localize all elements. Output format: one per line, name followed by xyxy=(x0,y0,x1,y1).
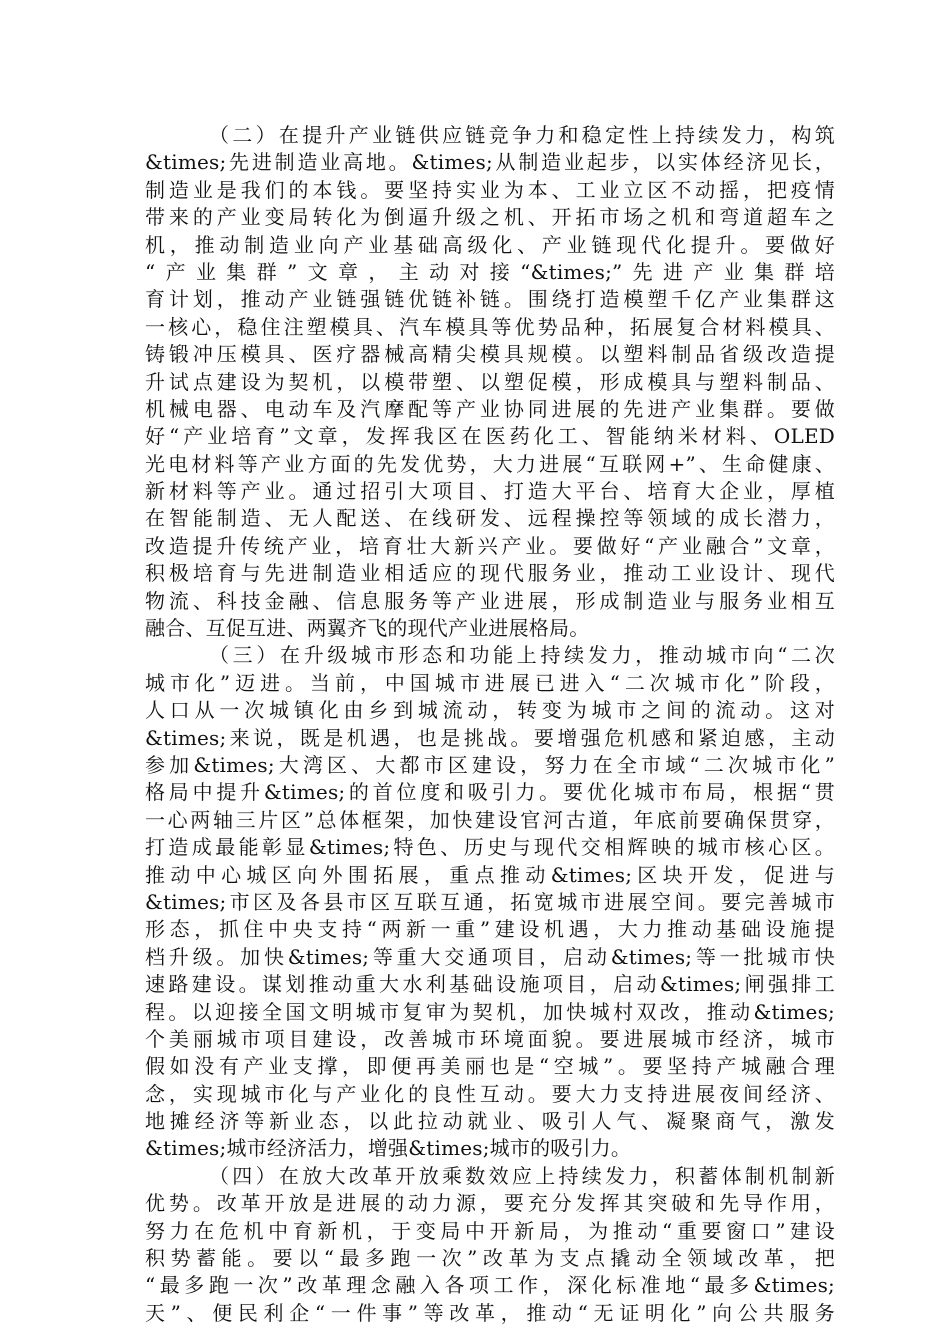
paragraph-line: 制造业是我们的本钱。要坚持实业为本、工业立区不动摇，把疫情 xyxy=(145,177,835,202)
paragraph-line: 融合、互促互进、两翼齐飞的现代产业进展格局。 xyxy=(145,616,590,641)
paragraph-line: 努力在危机中育新机，于变局中开新局，为推动“重要窗口”建设 xyxy=(145,1218,835,1243)
paragraph-line: 积势蓄能。要以“最多跑一次”改革为支点撬动全领域改革，把 xyxy=(145,1246,835,1271)
paragraph-line: 形态，抓住中央支持“两新一重”建设机遇，大力推动基础设施提 xyxy=(145,917,835,942)
paragraph-line: 机，推动制造业向产业基础高级化、产业链现代化提升。要做好 xyxy=(145,232,835,257)
paragraph-line: 城市化”迈进。当前，中国城市进展已进入“二次城市化”阶段， xyxy=(145,670,835,695)
paragraph-line: 带来的产业变局转化为倒逼升级之机、开拓市场之机和弯道超车之 xyxy=(145,205,835,230)
paragraph-line: 改造提升传统产业，培育壮大新兴产业。要做好“产业融合”文章， xyxy=(145,533,835,558)
paragraph-line: 优势。改革开放是进展的动力源，要充分发挥其突破和先导作用， xyxy=(145,1191,835,1216)
paragraph-line: 打造成最能彰显&times;特色、历史与现代交相辉映的城市核心区。 xyxy=(145,835,835,860)
paragraph-line: 程。以迎接全国文明城市复审为契机，加快城村双改，推动&times; xyxy=(145,999,835,1024)
paragraph-line: 一核心，稳住注塑模具、汽车模具等优势品种，拓展复合材料模具、 xyxy=(145,314,835,339)
paragraph-line: “产业集群”文章，主动对接“&times;”先进产业集群培 xyxy=(145,259,835,284)
paragraph-line: 格局中提升&times;的首位度和吸引力。要优化城市布局，根据“贯 xyxy=(145,780,835,805)
paragraph-line: 育计划，推动产业链强链优链补链。围绕打造模塑千亿产业集群这 xyxy=(145,287,835,312)
paragraph-line: 个美丽城市项目建设，改善城市环境面貌。要进展城市经济，城市 xyxy=(145,1026,835,1051)
paragraph-line: “最多跑一次”改革理念融入各项工作，深化标准地“最多&times; xyxy=(145,1273,835,1298)
paragraph-line: 积极培育与先进制造业相适应的现代服务业，推动工业设计、现代 xyxy=(145,561,835,586)
paragraph-line: &times;城市经济活力，增强&times;城市的吸引力。 xyxy=(145,1136,632,1161)
paragraph-line: &times;来说，既是机遇，也是挑战。要增强危机感和紧迫感，主动 xyxy=(145,725,835,750)
paragraph-line: 在智能制造、无人配送、在线研发、远程操控等领域的成长潜力， xyxy=(145,506,835,531)
paragraph-line: 好“产业培育”文章，发挥我区在医药化工、智能纳米材料、OLED xyxy=(145,424,835,449)
paragraph-line: 一心两轴三片区”总体框架，加快建设官河古道，年底前要确保贯穿， xyxy=(145,807,835,832)
paragraph-line: 念，实现城市化与产业化的良性互动。要大力支持进展夜间经济、 xyxy=(145,1081,835,1106)
paragraph-line: &times;市区及各县市区互联互通，拓宽城市进展空间。要完善城市 xyxy=(145,889,835,914)
paragraph-line: 天”、便民利企“一件事”等改革，推动“无证明化”向公共服务 xyxy=(145,1300,835,1325)
document-body xyxy=(145,122,835,1327)
paragraph-line: 档升级。加快&times;等重大交通项目，启动&times;等一批城市快 xyxy=(145,944,835,969)
paragraph-line: 机械电器、电动车及汽摩配等产业协同进展的先进产业集群。要做 xyxy=(145,396,835,421)
paragraph-line: 推动中心城区向外围拓展，重点推动&times;区块开发，促进与 xyxy=(145,862,835,887)
paragraph-line: 人口从一次城镇化由乡到城流动，转变为城市之间的流动。这对 xyxy=(145,698,835,723)
paragraph-line: 物流、科技金融、信息服务等产业进展，形成制造业与服务业相互 xyxy=(145,588,835,613)
paragraph-line: 假如没有产业支撑，即便再美丽也是“空城”。要坚持产城融合理 xyxy=(145,1054,835,1079)
paragraph-line: 地摊经济等新业态，以此拉动就业、吸引人气、凝聚商气，激发 xyxy=(145,1109,835,1134)
paragraph-line: 光电材料等产业方面的先发优势，大力进展“互联网+”、生命健康、 xyxy=(145,451,835,476)
paragraph-line: &times;先进制造业高地。&times;从制造业起步，以实体经济见长， xyxy=(145,150,835,175)
paragraph-line: （四）在放大改革开放乘数效应上持续发力，积蓄体制机制新 xyxy=(209,1163,835,1188)
paragraph-line: （二）在提升产业链供应链竞争力和稳定性上持续发力，构筑 xyxy=(209,123,835,147)
paragraph-line: 铸锻冲压模具、医疗器械高精尖模具规模。以塑料制品省级改造提 xyxy=(145,342,835,367)
paragraph-line: 速路建设。谋划推动重大水利基础设施项目，启动&times;闸强排工 xyxy=(145,972,835,997)
paragraph-line: 参加&times;大湾区、大都市区建设，努力在全市域“二次城市化” xyxy=(145,752,835,777)
paragraph-line: 升试点建设为契机，以模带塑、以塑促模，形成模具与塑料制品、 xyxy=(145,369,835,394)
paragraph-line: （三）在升级城市形态和功能上持续发力，推动城市向“二次 xyxy=(209,643,835,668)
paragraph-line: 新材料等产业。通过招引大项目、打造大平台、培育大企业，厚植 xyxy=(145,479,835,504)
